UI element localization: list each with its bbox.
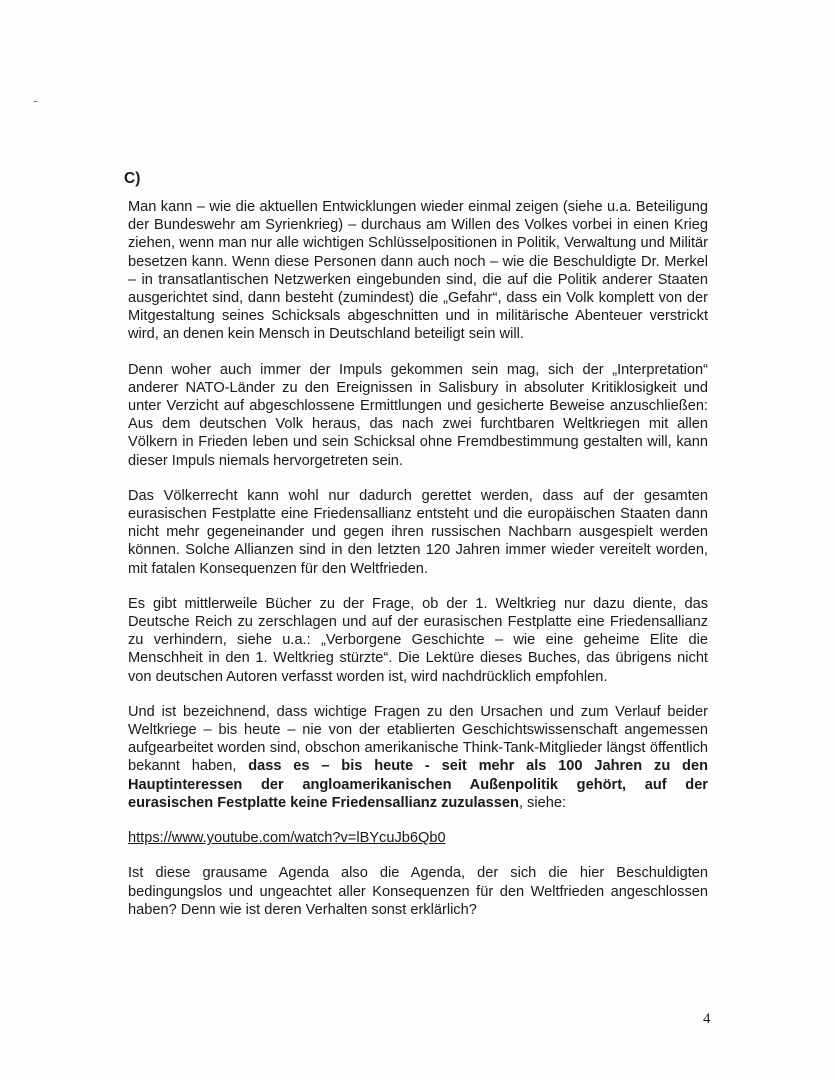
youtube-link[interactable]: https://www.youtube.com/watch?v=lBYcuJb6Qb0 xyxy=(128,830,446,847)
paragraph-5-text: Und ist bezeichnend, dass wichtige Fragen zu den Ursachen und zum Verlauf beider Weltkriege – bis heute – nie von der etablierten Geschichtswissenschaft angemessen aufgearbeitet worden sind, obschon amerikanische Think-Tank-Mitglieder längst öffentlich bekannt haben, xyxy=(128,703,708,775)
page-number: 4 xyxy=(703,1011,711,1027)
paragraph-4: Es gibt mittlerweile Bücher zu der Frage, ob der 1. Weltkrieg nur dazu diente, das Deutsche Reich zu zerschlagen und auf der eurasischen Festplatte eine Friedensallianz zu verhindern, siehe u.a.: „Verborgene Geschichte – wie eine geheime Elite die Menschheit in den 1. Weltkrieg stürzte“. Die Lektüre dieses Buches, das übrigens nicht von deutschen Autoren verfasst worden ist, wird nachdrücklich empfohlen. xyxy=(128,595,708,685)
section-label: C) xyxy=(124,170,141,187)
paragraph-2: Denn woher auch immer der Impuls gekommen sein mag, sich der „Interpretation“ anderer NATO-Länder zu den Ereignissen in Salisbury in absoluter Kritiklosigkeit und unter Verzicht auf abgeschlossene Ermittlungen und gesicherte Beweise anzuschließen: Aus dem deutschen Volk heraus, das nach zwei furchtbaren Weltkriegen mit allen Völkern in Frieden leben und sein Schicksal ohne Fremdbestimmung gestalten will, kann dieser Impuls niemals hervorgetreten sein. xyxy=(128,361,708,469)
paragraph-5-ending: , siehe: xyxy=(518,794,566,811)
paragraph-5 xyxy=(128,703,708,812)
paragraph-3: Das Völkerrecht kann wohl nur dadurch gerettet werden, dass auf der gesamten eurasischen Festplatte eine Friedensallianz entsteht und die europäischen Staaten dann nicht mehr gegeneinander und gegen ihren russischen Nachbarn ausgespielt werden können. Solche Allianzen sind in den letzten 120 Jahren immer wieder vereitelt worden, mit fatalen Konsequenzen für den Weltfrieden. xyxy=(128,487,708,577)
scan-speck: ˷ xyxy=(34,92,38,103)
paragraph-1: Man kann – wie die aktuellen Entwicklungen wieder einmal zeigen (siehe u.a. Beteiligung der Bundeswehr am Syrienkrieg) – durchaus am Willen des Volkes vorbei in einen Krieg ziehen, wenn man nur alle wichtigen Schlüsselpositionen in Politik, Verwaltung und Militär besetzen kann. Wenn diese Personen dann auch noch – wie die Beschuldigte Dr. Merkel – in transatlantischen Netzwerken eingebunden sind, die auf die Politik anderer Staaten ausgerichtet sind, dann besteht (zumindest) die „Gefahr“, dass ein Volk komplett von der Mitgestaltung seines Schicksals abgeschnitten und in militärische Abenteuer verstrickt wird, an denen kein Mensch in Deutschland beteiligt sein will. xyxy=(128,199,708,343)
final-paragraph: Ist diese grausame Agenda also die Agenda, der sich die hier Beschuldigten bedingungslos und ungeachtet aller Konsequenzen für den Weltfrieden angeschlossen haben? Denn wie ist deren Verhalten sonst erklärlich? xyxy=(128,865,708,918)
document-body xyxy=(128,198,708,936)
paragraph-5-emphasis: dass es – bis heute - seit mehr als 100 Jahren zu den Hauptinteressen der angloamerikanischen Außenpolitik gehört, auf der eurasischen Festplatte keine Friedensallianz zuzulassen xyxy=(128,758,708,811)
